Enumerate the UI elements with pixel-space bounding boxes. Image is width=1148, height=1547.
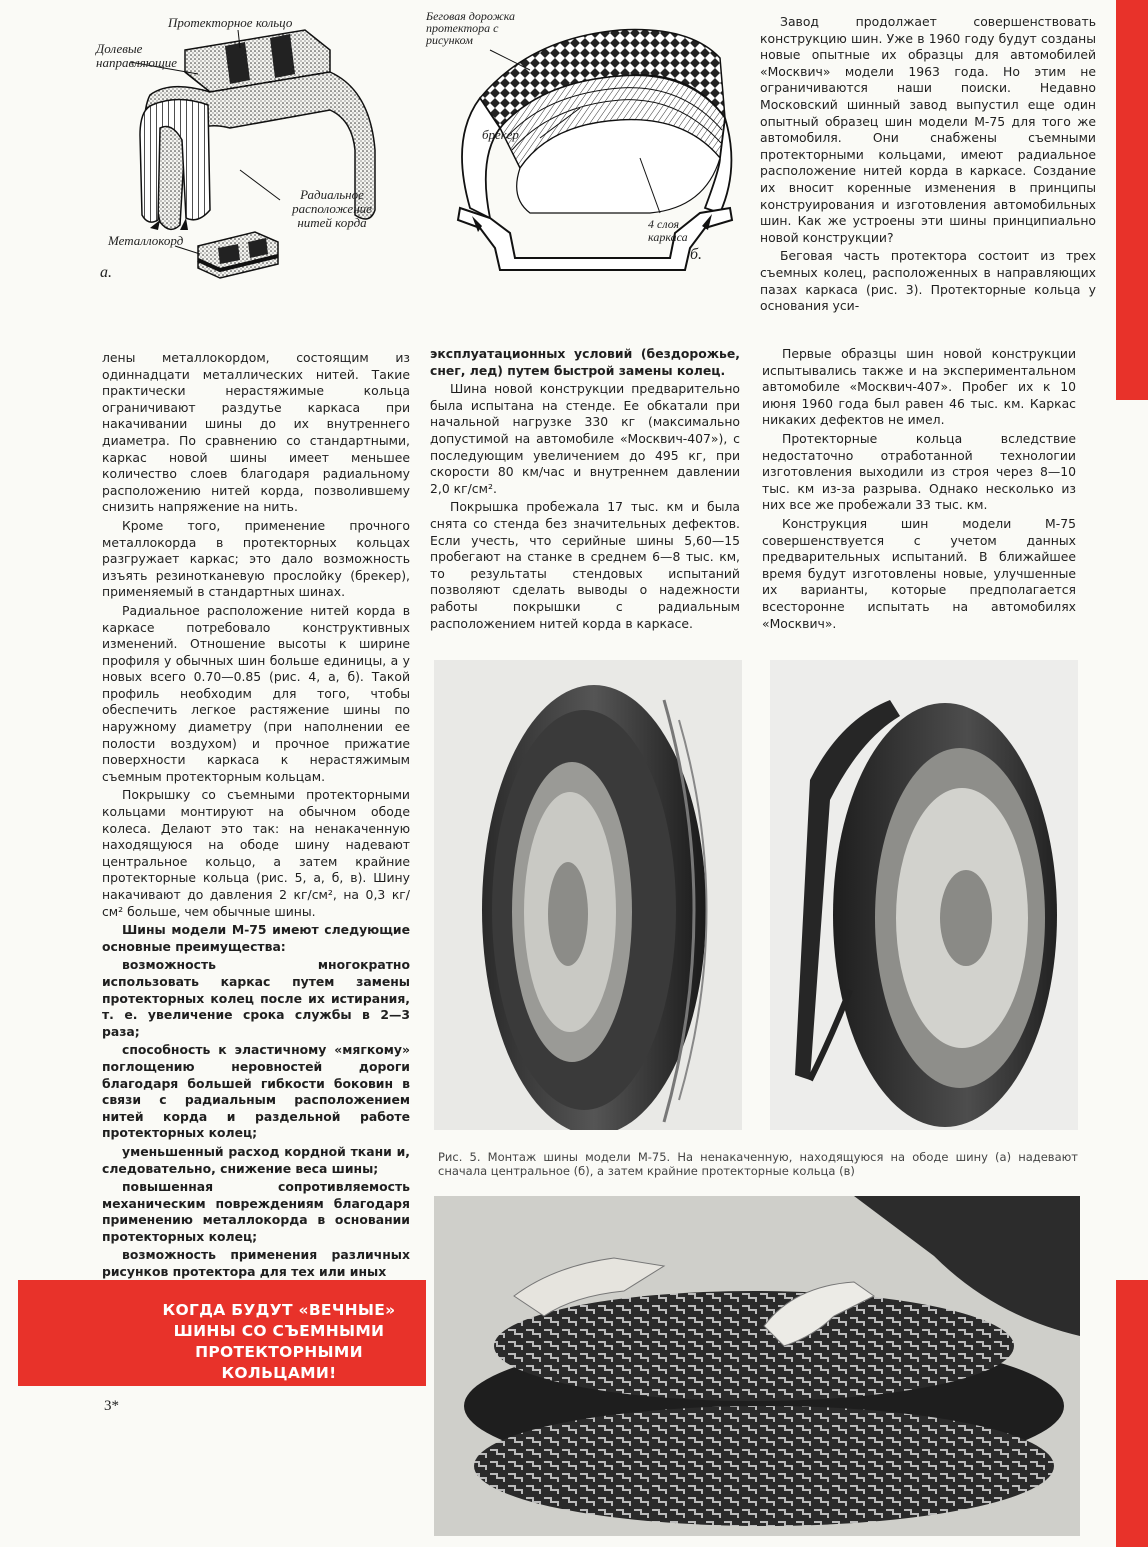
photo-tire-on-rim [434,660,742,1130]
label-tread-ring: Протекторное кольцо [168,15,293,30]
red-edge-strip-top [1116,0,1148,400]
headline-banner-text: КОГДА БУДУТ «ВЕЧНЫЕ» ШИНЫ СО СЪЕМНЫМИ ПРОТЕКТОРНЫМИ КОЛЬЦАМИ! [162,1301,396,1382]
photo-hands-mounting-ring [434,1196,1080,1536]
figure-a-tire-section [90,10,390,290]
figure-a-letter: а. [100,264,112,281]
label-radial-cord: Радиальное расположение нитей корда [292,187,372,230]
col1-advantage-5: возможность применения различных рисунков протектора для тех или иных [102,1247,410,1280]
red-edge-strip-bottom [1116,1280,1148,1547]
col1-paragraph-3: Радиальное расположение нитей корда в каркасе потребовало конструктивных изменений. Отношение высоты к ширине профиля у обычных шин больше единицы, а у новых всего 0.70—0.85 (рис. 4, а, б). Такой профиль необходим для того, чтобы обеспечить легкое растяжение шины по наружному диаметру (при наполнении ее полости воздухом) и прочное прижатие поверхности каркаса к нерастяжимым съемным протекторным кольцам. [102,602,410,784]
label-metal-cord: Металлокорд [108,233,184,248]
intro-paragraph-1: Завод продолжает совершенствовать конструкцию шин. Уже в 1960 году будут созданы новые опытные их образцы для автомобилей «Москвич» модели 1963 года. Но этим не ограничиваются наши поиски. Недавно Московский шинный завод выпустил еще один опытный образец шин модели М-75 для того же автомобиля. Они снабжены съемными протекторными кольцами, имеют радиальное расположение нитей корда в каркасе. Создание их вносит коренные изменения в принципы конструирования и изготовления автомобильных шин. Как же устроены эти шины принципиально новой конструкции? [760,14,1096,245]
col1-advantage-2: способность к эластичному «мягкому» поглощению неровностей дороги благодаря большей гибкости боковин в связи с радиальным расположением нитей корда и раздельной работе протекторных колец; [102,1042,410,1141]
intro-column [760,14,1096,317]
col1-paragraph-1: лены металлокордом, состоящим из одиннадцати металлических нитей. Такие практически нерастяжимые кольца ограничивают раздутье каркаса при накачивании шины до их внутреннего диаметра. По сравнению со стандартными, каркас новой шины имеет меньшее количество слоев благодаря радиальному расположению нитей корда, позволившему снизить напряжение на нить. [102,350,410,515]
figure-b-letter: б. [690,246,703,263]
col3-paragraph-1: Первые образцы шин новой конструкции испытывались также и на экспериментальном автомобиле «Москвич-407». Пробег их к 10 июня 1960 года был равен 46 тыс. км. Каркас никаких дефектов не имел. [762,346,1076,428]
col1-advantage-4: повышенная сопротивляемость механическим повреждениям благодаря применению металлокорда в основании протекторных колец; [102,1179,410,1244]
label-four-layers: 4 слоя каркаса [648,217,688,244]
col1-paragraph-5: Шины модели М-75 имеют следующие основные преимущества: [102,922,410,954]
figure-b-tire-on-rim [420,8,750,273]
col1-advantage-1: возможность многократно использовать каркас путем замены протекторных колец после их истирания, т. е. увеличение срока службы в 2—3 раза; [102,957,410,1039]
col1-paragraph-2: Кроме того, применение прочного металлокорда в протекторных кольцах разгружает каркас; это дало возможность изъять резинотканевую прослойку (брекер), применяемый в стандартных шинах. [102,517,410,600]
text-column-1 [102,350,410,1283]
col2-paragraph-3: Покрышка пробежала 17 тыс. км и была снята со стенда без значительных дефектов. Если учесть, что серийные шины 5,60—15 пробегают на станке в среднем 6—8 тыс. км, то результаты стендовых испытаний позволяют сделать выводы о надежности работы покрышки с радиальным расположением нитей корда в каркасе. [430,499,740,631]
col2-paragraph-2: Шина новой конструкции предварительно была испытана на стенде. Ее обкатали при начальной нагрузке 330 кг (максимально допустимой на автомобиле «Москвич-407»), с последующим увеличением до 495 кг, при скорости 80 км/час и внутреннем давлении 2,0 кг/см². [430,381,740,496]
label-breaker: брекер [482,127,519,142]
page-number: 3* [104,1398,119,1414]
col3-paragraph-3: Конструкция шин модели М-75 совершенствуется с учетом данных предварительных испытаний. В ближайшее время будут изготовлены новые, улучшенные их варианты, которые предполагается всесторонне испытать на автомобилях «Москвич». [762,515,1076,631]
intro-paragraph-2: Беговая часть протектора состоит из трех съемных колец, расположенных в направляющих пазах каркаса (рис. 3). Протекторные кольца у основания уси- [760,248,1096,314]
text-column-3 [762,346,1076,634]
col3-paragraph-2: Протекторные кольца вследствие недостаточно отработанной технологии изготовления выходили из строя через 8—10 тыс. км из-за разрыва. Однако несколько из них все же пробежали 33 тыс. км. [762,430,1076,513]
photo-ring-mounting [770,660,1078,1130]
figure-5-caption: Рис. 5. Монтаж шины модели М-75. На ненакаченную, находящуюся на ободе шину (а) надевают сначала центральное (б), а затем крайние протекторные кольца (в) [438,1150,1078,1178]
label-longitudinal-guides: Долевые направляющие [96,41,178,70]
col1-paragraph-4: Покрышку со съемными протекторными кольцами монтируют на обычном ободе колеса. Делают это так: на ненакаченную находящуюся на ободе шину надевают центральное кольцо, а затем крайние протекторные кольца (рис. 5, а, б, в). Шину накачивают до давления 2 кг/см², на 0,3 кг/см² больше, чем обычные шины. [102,787,410,919]
text-column-2 [430,346,740,634]
col2-paragraph-1: эксплуатационных условий (бездорожье, снег, лед) путем быстрой замены колец. [430,346,740,378]
label-tread-track: Беговая дорожка протектора с рисунком [426,9,516,47]
col1-advantage-3: уменьшенный расход кордной ткани и, следовательно, снижение веса шины; [102,1143,410,1176]
